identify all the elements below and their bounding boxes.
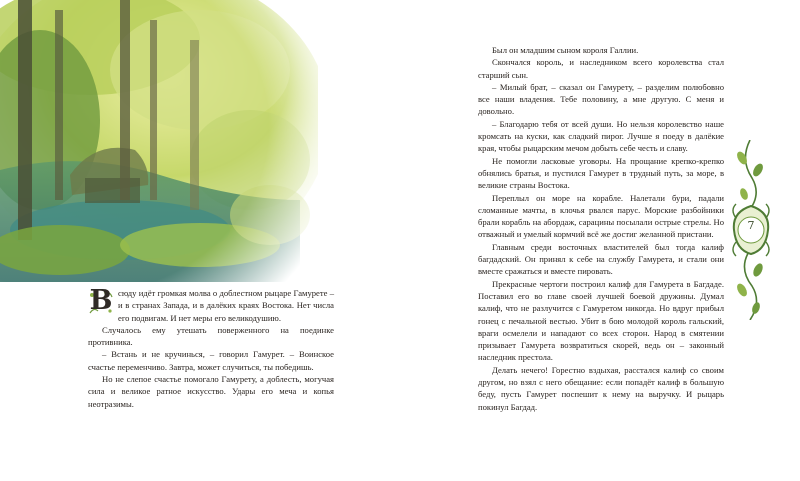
right-paragraph-6: Переплыл он море на корабле. Налетали бури, падали сломанные мачты, в клочья рвался парус. Морские разбойники брали корабль на абордаж, сарацины посылали острые стрелы. Но отважный и умелый кормчий всё же достиг желанной пристани. [478, 192, 724, 240]
right-paragraph-4: – Благодарю тебя от всей души. Но нельзя королевство наше кромсать на куски, как сладкий пирог. Лучше я поеду в далёкие края, чтобы рыцарским мечом добыть себе честь и славу. [478, 118, 724, 154]
left-paragraph-3: – Встань и не кручинься, – говорил Гамурет. – Воинское счастье переменчиво. Завтра, может случиться, ты победишь. [88, 349, 334, 372]
left-paragraph-1 [88, 287, 334, 324]
right-paragraph-2: Скончался король, и наследником всего королевства стал старший сын. [478, 57, 724, 80]
left-paragraph-2: Случалось ему утешать поверженного на поединке противника. [88, 324, 334, 348]
right-paragraph-5: Не помогли ласковые уговоры. На прощание крепко-крепко обнялись братья, и пустился Гамурет в трудный путь, за море, в великие страны Востока. [478, 155, 724, 191]
right-paragraph-8: Прекрасные чертоги построил калиф для Гамурета в Багдаде. Поставил его во главе своей лучшей боевой дружины. Думал калиф, что не разлучится с Гамуретом никогда. Но вдруг прибыл гонец с печальной вестью. Убит в бою молодой король гальский, враги осмелели и нападают со всех сторон. Народ в смятении призывает Гамурета возвратиться скорей, ведь он – законный наследник престола. [478, 278, 724, 363]
right-paragraph-3: – Милый брат, – сказал он Гамурету, – разделим полюбовно все наши владения. Тебе половину, а мне другую. С меня и довольно. [478, 81, 724, 117]
drop-cap-letter: В [89, 285, 113, 316]
right-text-column [478, 44, 724, 413]
right-paragraph-9: Делать нечего! Горестно вздыхая, расстался калиф со своим другом, но взял с него обещание: если попадёт калиф в большую беду, пусть Гамурет поспешит к нему на выручку. И рыцарь покинул Багдад. [478, 364, 724, 412]
left-paragraph-4: Но не слепое счастье помогало Гамурету, а доблесть, могучая сила и великое ратное искусство. Удары его меча и копья неотразимы. [88, 374, 334, 409]
right-paragraph-1: Был он младшим сыном короля Галлии. [492, 45, 639, 55]
drop-cap [88, 285, 114, 316]
left-paragraph-1-text: сюду идёт громкая молва о доблестном рыцаре Гамурете – и в странах Запада, и в далёких краях Востока. Нет числа его подвигам. И нет меры его великодушию. [118, 288, 334, 323]
right-paragraph-7: Главным среди восточных властителей был тогда калиф багдадский. Он принял к себе на службу Гамурета, и стали они вместе сражаться и вместе пировать. [478, 241, 724, 277]
left-text-column [88, 287, 334, 410]
forest-illustration [0, 0, 318, 282]
page-number: 7 [747, 219, 755, 232]
